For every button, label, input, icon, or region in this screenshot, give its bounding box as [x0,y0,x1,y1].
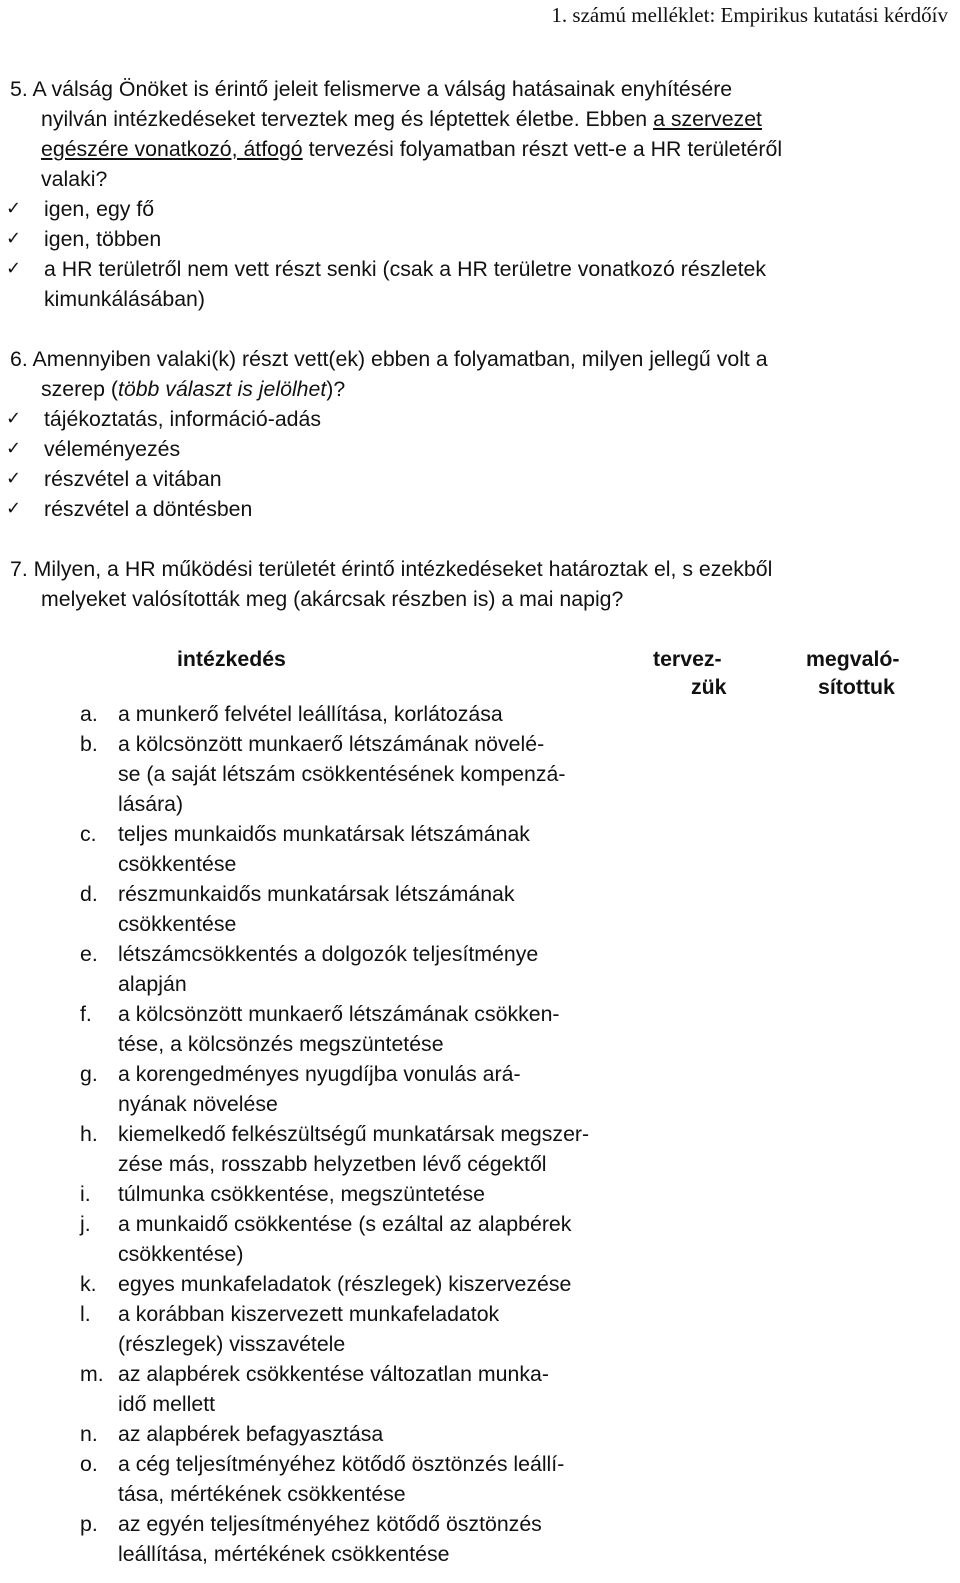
measure-text: a korábban kiszervezett munkafeladatok [118,1302,500,1326]
measure-text: részmunkaidős munkatársak létszámának [118,882,515,906]
measure-letter: d. [80,882,98,906]
check-icon: ✓ [6,198,22,219]
table-header-planned-cont: zük [691,675,727,699]
measure-text: a munkaidő csökkentése (s ezáltal az alapbérek [118,1212,572,1236]
q5-line-3 [41,136,782,162]
check-icon: ✓ [6,468,22,489]
measure-letter: a. [80,702,98,726]
measure-text: alapján [118,972,187,996]
q5-line-3-text: tervezési folyamatban részt vett-e a HR területéről [302,137,783,161]
measure-text: egyes munkafeladatok (részlegek) kiszervezése [118,1272,572,1296]
q6-italic-hint: több választ is jelölhet [117,377,327,401]
q5-line-1: 5. A válság Önöket is érintő jeleit felismerve a válság hatásainak enyhítésére [10,77,733,101]
measure-text: teljes munkaidős munkatársak létszámának [118,822,530,846]
check-icon: ✓ [6,228,22,249]
q5-underlined-2: egészére vonatkozó, átfogó [41,137,303,161]
measure-text: tása, mértékének csökkentése [118,1482,406,1506]
measure-text: létszámcsökkentés a dolgozók teljesítménye [118,942,539,966]
measure-text: se (a saját létszám csökkentésének kompenzá- [118,762,566,786]
q7-line-1: 7. Milyen, a HR működési területét érintő intézkedéseket határoztak el, s ezekből [10,557,773,581]
measure-letter: g. [80,1062,98,1086]
measure-text: a kölcsönzött munkaerő létszámának csökken- [118,1002,560,1026]
measure-text: a munkerő felvétel leállítása, korlátozása [118,702,503,726]
measure-letter: j. [80,1212,91,1236]
q6-option-4: részvétel a döntésben [44,497,253,521]
measure-letter: i. [80,1182,91,1206]
table-header-implemented-cont: sítottuk [818,675,895,699]
q5-option-1: igen, egy fő [44,197,155,221]
measure-letter: m. [80,1362,104,1386]
q6-line-2-pre: szerep ( [41,377,118,401]
q5-line-2 [41,106,762,132]
table-header-planned: tervez- [653,647,722,671]
measure-text: csökkentése) [118,1242,244,1266]
measure-text: a korengedményes nyugdíjba vonulás ará- [118,1062,521,1086]
measure-text: az alapbérek befagyasztása [118,1422,384,1446]
measure-letter: h. [80,1122,98,1146]
q6-line-1: 6. Amennyiben valaki(k) részt vett(ek) ebben a folyamatban, milyen jellegű volt a [10,347,768,371]
measure-letter: o. [80,1452,98,1476]
check-icon: ✓ [6,408,22,429]
q6-line-2-post: )? [326,377,346,401]
q6-option-1: tájékoztatás, információ-adás [44,407,321,431]
measure-text: idő mellett [118,1392,216,1416]
measure-letter: f. [80,1002,92,1026]
q5-option-3-continued: kimunkálásában) [44,287,205,311]
page-header: 1. számú melléklet: Empirikus kutatási kérdőív [551,3,948,27]
measure-text: tése, a kölcsönzés megszüntetése [118,1032,444,1056]
q6-option-2: véleményezés [44,437,181,461]
q5-underlined-1: a szervezet [653,107,762,131]
q6-option-3: részvétel a vitában [44,467,222,491]
measure-text: az alapbérek csökkentése változatlan munka- [118,1362,549,1386]
q5-line-4: valaki? [41,167,108,191]
measure-text: az egyén teljesítményéhez kötődő ösztönzés [118,1512,542,1536]
measure-letter: k. [80,1272,97,1296]
q5-line-2-text: nyilván intézkedéseket terveztek meg és léptettek életbe. Ebben [41,107,648,131]
measure-text: kiemelkedő felkészültségű munkatársak megszer- [118,1122,590,1146]
measure-letter: n. [80,1422,98,1446]
measure-letter: p. [80,1512,98,1536]
check-icon: ✓ [6,498,22,519]
q5-option-3: a HR területről nem vett részt senki (csak a HR területre vonatkozó részletek [44,257,767,281]
q6-line-2 [41,376,345,402]
measure-text: a cég teljesítményéhez kötődő ösztönzés leállí- [118,1452,565,1476]
check-icon: ✓ [6,438,22,459]
measure-text: csökkentése [118,852,237,876]
table-header-measure: intézkedés [177,647,286,671]
measure-letter: l. [80,1302,91,1326]
check-icon: ✓ [6,258,22,279]
table-header-implemented: megvaló- [806,647,900,671]
measure-letter: b. [80,732,98,756]
measure-text: zése más, rosszabb helyzetben lévő cégektől [118,1152,547,1176]
measure-text: lására) [118,792,184,816]
q5-option-2: igen, többen [44,227,162,251]
q7-line-2: melyeket valósították meg (akárcsak részben is) a mai napig? [41,587,624,611]
measure-letter: e. [80,942,98,966]
measure-letter: c. [80,822,97,846]
measure-text: a kölcsönzött munkaerő létszámának növelé- [118,732,545,756]
measure-text: túlmunka csökkentése, megszüntetése [118,1182,485,1206]
measure-text: csökkentése [118,912,237,936]
measure-text: leállítása, mértékének csökkentése [118,1542,450,1566]
measure-text: (részlegek) visszavétele [118,1332,346,1356]
measure-text: nyának növelése [118,1092,278,1116]
